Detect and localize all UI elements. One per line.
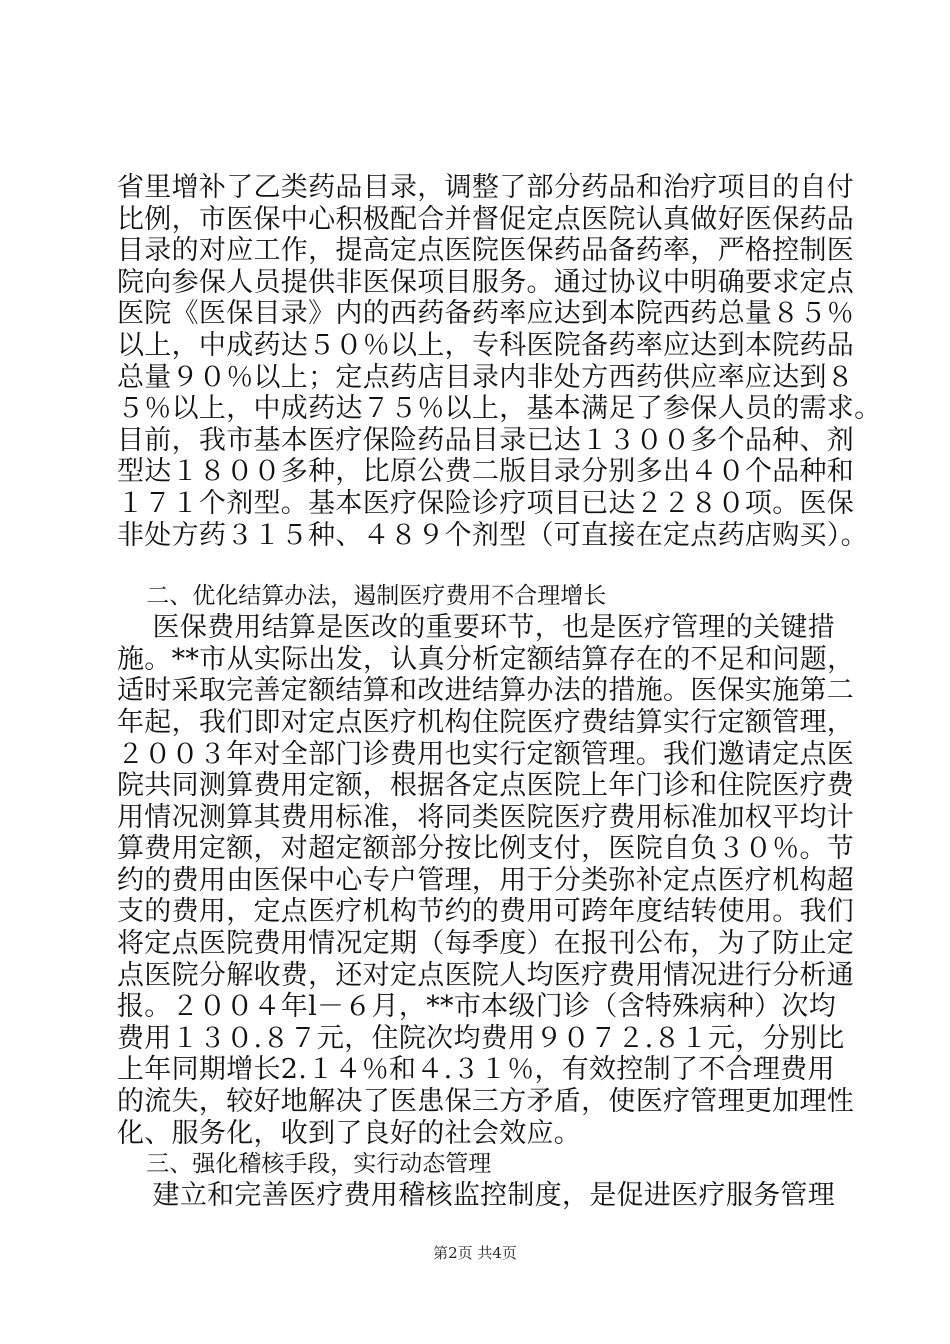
text-line: 目前，我市基本医疗保险药品目录已达１３００多个品种、剂	[117, 424, 855, 456]
text-line: 医保费用结算是医改的重要环节，也是医疗管理的关键措	[117, 612, 836, 644]
text-line: 建立和完善医疗费用稽核监控制度，是促进医疗服务管理	[117, 1180, 836, 1212]
document-body	[117, 172, 882, 1212]
text-line: 以上，中成药达５０％以上，专科医院备药率应达到本院药品	[117, 329, 855, 361]
page-number-footer: 第2页 共4页	[433, 1244, 517, 1262]
text-line: 约的费用由医保中心专户管理，用于分类弥补定点医疗机构超	[117, 864, 855, 896]
text-line: 的流失，较好地解决了医患保三方矛盾，使医疗管理更加理性	[117, 1086, 855, 1118]
text-line: 总量９０％以上；定点药店目录内非处方西药供应率应达到８	[117, 361, 855, 393]
section-heading-audit: 三、强化稽核手段，实行动态管理	[117, 1151, 492, 1178]
text-line: 省里增补了乙类药品目录，调整了部分药品和治疗项目的自付	[117, 172, 855, 203]
text-line: ２００３年对全部门诊费用也实行定额管理。我们邀请定点医	[117, 738, 855, 770]
text-line: ５％以上，中成药达７５％以上，基本满足了参保人员的需求。	[117, 393, 882, 425]
text-line: 目录的对应工作，提高定点医院医保药品备药率，严格控制医	[117, 235, 855, 267]
section-heading-settlement: 二、优化结算办法，遏制医疗费用不合理增长	[117, 583, 607, 610]
paragraph-gap	[117, 551, 847, 581]
text-line: 院向参保人员提供非医保项目服务。通过协议中明确要求定点	[117, 266, 855, 298]
text-line: 化、服务化，收到了良好的社会效应。	[117, 1117, 582, 1149]
text-line: 将定点医院费用情况定期（每季度）在报刊公布，为了防止定	[117, 928, 855, 960]
text-line: 算费用定额，对超定额部分按比例支付，医院自负３０％。节	[117, 833, 855, 865]
text-line: 支的费用，定点医疗机构节约的费用可跨年度结转使用。我们	[117, 896, 855, 928]
text-line: 点医院分解收费，还对定点医院人均医疗费用情况进行分析通	[117, 959, 855, 991]
paragraph-audit	[117, 1180, 847, 1212]
text-line: 适时采取完善定额结算和改进结算办法的措施。医保实施第二	[117, 675, 855, 707]
text-line: 费用１３０.８７元，住院次均费用９０７２.８１元，分别比	[117, 1022, 845, 1054]
paragraph-settlement	[117, 612, 855, 1149]
text-line: 型达１８００多种，比原公费二版目录分别多出４０个品种和	[117, 456, 855, 488]
text-line: 非处方药３１５种、４８９个剂型（可直接在定点药店购买）。	[117, 519, 868, 551]
text-line: 医院《医保目录》内的西药备药率应达到本院西药总量８５％	[117, 298, 855, 330]
text-line: 上年同期增长2.１４％和４.３１％，有效控制了不合理费用	[117, 1054, 835, 1086]
text-line: 用情况测算其费用标准，将同类医院医疗费用标准加权平均计	[117, 801, 855, 833]
text-line: 比例，市医保中心积极配合并督促定点医院认真做好医保药品	[117, 203, 855, 235]
paragraph-drug-catalog	[117, 172, 882, 551]
text-line: 院共同测算费用定额，根据各定点医院上年门诊和住院医疗费	[117, 770, 855, 802]
text-line: 报。２００４年l－６月，**市本级门诊（含特殊病种）次均	[117, 991, 837, 1023]
text-line: 年起，我们即对定点医疗机构住院医疗费结算实行定额管理，	[117, 706, 855, 738]
text-line: 施。**市从实际出发，认真分析定额结算存在的不足和问题，	[117, 643, 855, 675]
text-line: １７１个剂型。基本医疗保险诊疗项目已达２２８０项。医保	[117, 487, 855, 519]
